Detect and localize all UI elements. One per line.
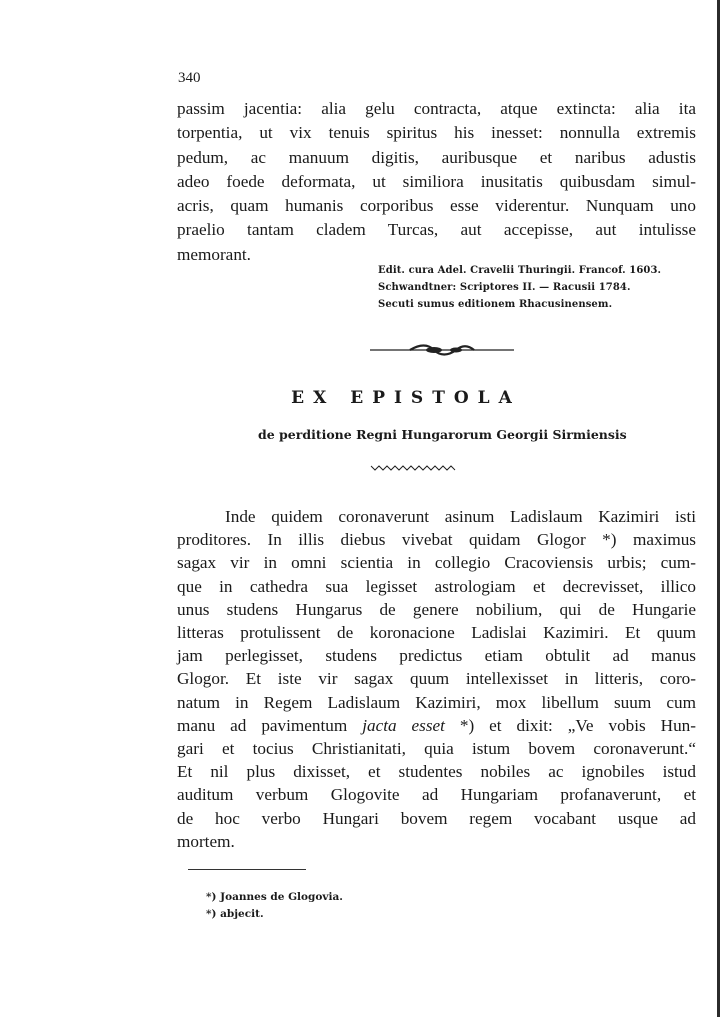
text-line: de hoc verbo Hungari bovem regem vocabant usque ad [177, 808, 696, 828]
text-line: memorant. [177, 244, 251, 264]
text-line: Inde quidem coronaverunt asinum Ladislaum Kazimiri isti [225, 507, 696, 526]
footnotes [206, 889, 343, 923]
text-line: natum in Regem Ladislaum Kazimiri, mox libellum suum cum [177, 692, 696, 712]
text-line: unus studens Hungarus de genere nobilium, qui de Hungarie [177, 599, 696, 619]
text-line: litteras protulissent de koronacione Ladislai Kazimiri. Et quum [177, 623, 696, 643]
italic-phrase: jacta esset [362, 715, 445, 735]
text-line: proditores. In illis diebus vivebat quidam Glogor *) maximus [177, 530, 696, 550]
source-notes [378, 262, 661, 313]
text-line: acris, quam humanis corporibus esse viderentur. Nunquam uno [177, 196, 696, 216]
text-line: praelio tantam cladem Turcas, aut accepisse, aut intulisse [177, 220, 696, 240]
wave-divider-icon [370, 464, 456, 472]
source-note: Schwandtner: Scriptores II. — Racusii 1784. [378, 282, 631, 293]
footnote: *) abjecit. [206, 908, 264, 920]
text-line: que in cathedra sua legisset astrologiam et decrevisset, illico [177, 576, 696, 596]
text-line: pedum, ac manuum digitis, auribusque et naribus adustis [177, 147, 696, 167]
footnote-rule [188, 869, 306, 870]
text-line: auditum verbum Glogovite ad Hungariam profanaverunt, et [177, 785, 696, 805]
text-line: jam perlegisset, studens predictus etiam obtulit ad manus [177, 646, 696, 666]
ornament-divider-icon [368, 342, 516, 358]
text-line: sagax vir in omni scientia in collegio Cracoviensis urbis; cum- [177, 553, 696, 573]
text-line: passim jacentia: alia gelu contracta, atque extincta: alia ita [177, 99, 696, 118]
page-number: 340 [178, 70, 201, 86]
source-note: Secuti sumus editionem Rhacusinensem. [378, 299, 613, 310]
section-heading: EX EPISTOLA [291, 388, 521, 408]
text-line: Et nil plus dixisset, et studentes nobiles ac ignobiles istud [177, 762, 696, 782]
text-line: gari et tocius Christianitati, quia istum bovem coronaverunt.“ [177, 739, 696, 759]
section-subtitle: de perditione Regni Hungarorum Georgii Sirmiensis [258, 427, 627, 442]
text-segment: manu ad pavimentum [177, 715, 348, 735]
text-line: adeo foede deformata, ut similiora inusitatis quibusdam simul- [177, 171, 696, 191]
text-line: Glogor. Et iste vir sagax quum intellexisset in litteris, coro- [177, 669, 696, 689]
footnote: *) Joannes de Glogovia. [206, 891, 343, 903]
source-note: Edit. cura Adel. Cravelii Thuringii. Francof. 1603. [378, 265, 662, 276]
main-paragraph [177, 505, 696, 853]
top-paragraph [177, 97, 696, 267]
text-line: mortem. [177, 831, 235, 851]
text-line [177, 714, 696, 737]
text-segment: *) et dixit: „Ve vobis Hun- [459, 715, 696, 735]
text-line: torpentia, ut vix tenuis spiritus his inesset: nonnulla extremis [177, 123, 696, 143]
